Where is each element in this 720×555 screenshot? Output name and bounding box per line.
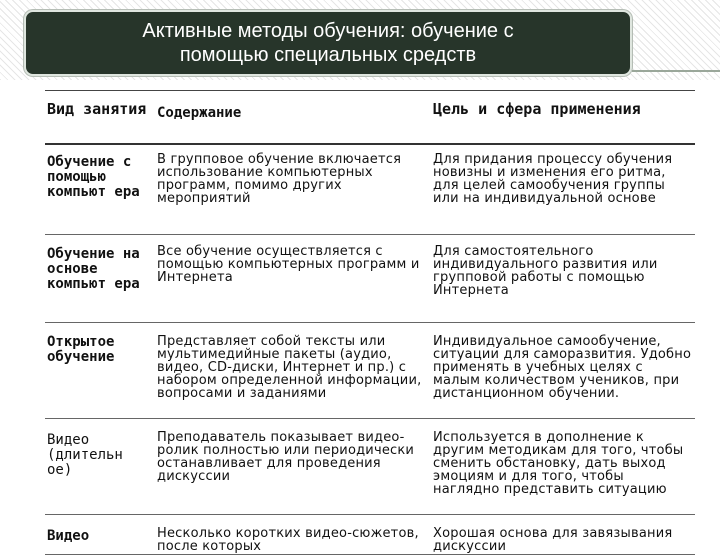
row-type: Открытое обучение: [47, 333, 115, 365]
row-content: Несколько коротких видео-сюжетов, после которых: [157, 525, 419, 554]
table-header-row: [45, 91, 695, 145]
table-row: [45, 322, 695, 418]
row-type: Видео (длительн ое): [47, 431, 123, 478]
title-line-2: помощью специальных средств: [179, 44, 477, 66]
table-row: [45, 144, 695, 234]
row-type: Видео: [47, 527, 90, 544]
row-goal: Индивидуальное самообучение, ситуации для саморазвития. Удобно применять в учебных целях с малым количеством учеников, при дистанционном обучении.: [433, 333, 692, 401]
header-type: [45, 91, 155, 145]
row-content: Представляет собой тексты или мультимедийные пакеты (аудио, видео, CD-диски, Интернет и пр.) с набором определенной информации, вопросами и заданиями: [157, 333, 422, 401]
row-content: Преподаватель показывает видео-ролик полностью или периодически останавливает для проведения дискуссии: [157, 429, 415, 484]
header-content: [155, 91, 431, 145]
header-content-label: Содержание: [157, 105, 242, 121]
slide-title: [24, 10, 632, 76]
row-goal: Хорошая основа для завязывания дискуссии: [433, 525, 673, 554]
title-line-1: Активные методы обучения: обучение с: [142, 20, 514, 42]
methods-table: [45, 90, 695, 555]
row-goal: Для придания процессу обучения новизны и изменения его ритма, для целей самообучения группы или на индивидуальной основе: [433, 152, 673, 206]
header-goal-label: Цель и сфера применения: [433, 100, 641, 118]
table-row: [45, 514, 695, 554]
row-type: Обучение на основе компьют ера: [47, 245, 140, 292]
row-goal: Для самостоятельного индивидуального развития или групповой работы с помощью Интернета: [433, 243, 658, 298]
row-content: Все обучение осуществляется с помощью компьютерных программ и Интернета: [157, 243, 420, 285]
table-row: [45, 418, 695, 514]
row-goal: Используется в дополнение к другим методикам для того, чтобы сменить обстановку, дать выход эмоциям и для того, чтобы наглядно представить ситуацию: [433, 429, 684, 497]
row-type: Обучение с помощью компьют ера: [47, 154, 140, 200]
header-type-label: Вид занятия: [47, 100, 147, 118]
table-row: [45, 234, 695, 322]
decorative-line: [632, 70, 720, 72]
header-goal: [431, 91, 695, 145]
row-content: В групповое обучение включается использование компьютерных программ, помимо других мероприятий: [157, 152, 402, 206]
